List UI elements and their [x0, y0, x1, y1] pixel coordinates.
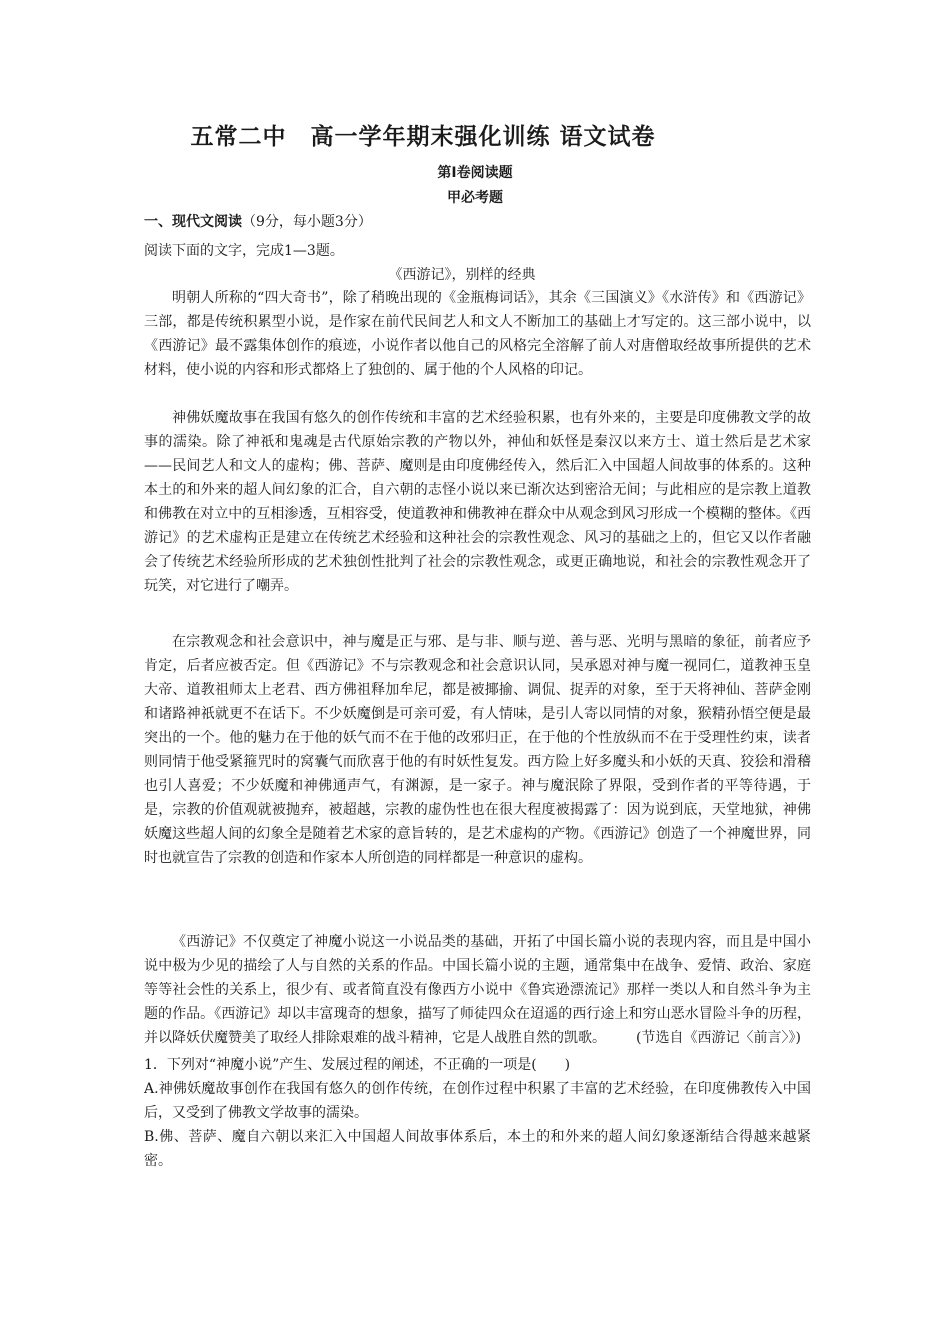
section-group-heading: 甲必考题 [447, 190, 503, 206]
article-paragraph: 神佛妖魔故事在我国有悠久的创作传统和丰富的艺术经验积累，也有外来的，主要是印度佛教文学的故事的濡染。除了神祇和鬼魂是古代原始宗教的产物以外，神仙和妖怪是秦汉以来方士、道士然后是艺术家——民间艺人和文人的虚构；佛、菩萨、魔则是由印度佛经传入，然后汇入中国超人间故事的体系的。这种本土的和外来的超人间幻象的汇合，自六朝的志怪小说以来已渐次达到密洽无间；与此相应的是宗教上道教和佛教在对立中的互相渗透，互相容受，使道教神和佛教神在群众中从观念到风习形成一个模糊的整体。《西游记》的艺术虚构正是建立在传统艺术经验和这种社会的宗教性观念、风习的基础之上的，但它又以作者融会了传统艺术经验所形成的艺术独创性批判了社会的宗教性观念，或更正确地说，和社会的宗教性观念开了玩笑，对它进行了嘲弄。 [144, 410, 811, 594]
section-heading-label: 一、现代文阅读 [144, 214, 242, 230]
article-source: (节选自《西游记〈前言〉》) [636, 1030, 801, 1046]
section-heading [144, 211, 372, 231]
article-title: 《西游记》，别样的经典 [388, 267, 536, 283]
exam-title: 五常二中 高一学年期末强化训练 语文试卷 [190, 124, 656, 150]
reading-instruction: 阅读下面的文字，完成1—3题。 [144, 243, 344, 259]
article-paragraph-text: 《西游记》不仅奠定了神魔小说这一小说品类的基础，开拓了中国长篇小说的表现内容，而且是中国小说中极为少见的描绘了人与自然的关系的作品。中国长篇小说的主题，通常集中在战争、爱情、政治、家庭等等社会性的关系上，很少有、或者简直没有像西方小说中《鲁宾逊漂流记》那样一类以人和自然斗争为主题的作品。《西游记》却以丰富瑰奇的想象，描写了师徒四众在迢遥的西行途上和穷山恶水冒险斗争的历程，并以降妖伏魔赞美了取经人排除艰难的战斗精神，它是人战胜自然的凯歌。 [144, 934, 811, 1046]
question-option-a: A.神佛妖魔故事创作在我国有悠久的创作传统，在创作过程中积累了丰富的艺术经验，在印度佛教传入中国后，又受到了佛教文学故事的濡染。 [144, 1081, 811, 1121]
article-paragraph: 在宗教观念和社会意识中，神与魔是正与邪、是与非、顺与逆、善与恶、光明与黑暗的象征，前者应予肯定，后者应被否定。但《西游记》不与宗教观念和社会意识认同，吴承恩对神与魔一视同仁，道教神玉皇大帝、道教祖师太上老君、西方佛祖释加牟尼，都是被揶揄、调侃、捉弄的对象，至于天将神仙、菩萨金刚和诸路神祇就更不在话下。不少妖魔倒是可亲可爱，有人情味，是引人寄以同情的对象，猴精孙悟空便是最突出的一个。他的魅力在于他的妖气而不在于他的改邪归正，在于他的个性放纵而不在于受理性约束，读者则同情于他受紧箍咒时的窝囊气而欣喜于他的有时妖性复发。西方险上好多魔头和小妖的天真、狡狯和滑稽也引人喜爱；不少妖魔和神佛通声气，有渊源，是一家子。神与魔泯除了界限，受到作者的平等待遇，于是，宗教的价值观就被抛弃，被超越，宗教的虚伪性也在很大程度被揭露了：因为说到底，天堂地狱，神佛妖魔这些超人间的幻象全是随着艺术家的意旨转的，是艺术虚构的产物。《西游记》创造了一个神魔世界，同时也就宣告了宗教的创造和作家本人所创造的同样都是一种意识的虚构。 [144, 634, 811, 866]
question-option-b: B.佛、菩萨、魔自六朝以来汇入中国超人间故事体系后，本土的和外来的超人间幻象逐渐结合得越来越紧密。 [144, 1129, 811, 1169]
article-paragraph: 明朝人所称的“四大奇书”，除了稍晚出现的《金瓶梅词话》，其余《三国演义》《水浒传》和《西游记》三部，都是传统积累型小说，是作家在前代民间艺人和文人不断加工的基础上才写定的。这三部小说中，以《西游记》最不露集体创作的痕迹，小说作者以他自己的风格完全溶解了前人对唐僧取经故事所提供的艺术材料，使小说的内容和形式都烙上了独创的、属于他的个人风格的印记。 [144, 290, 811, 378]
section-score-note: （9分，每小题3分） [242, 214, 372, 230]
article-paragraph-last [144, 930, 811, 1050]
volume-heading: 第Ⅰ卷阅读题 [437, 165, 513, 181]
question-stem: 1．下列对“神魔小说”产生、发展过程的阐述，不正确的一项是( ) [144, 1057, 571, 1073]
